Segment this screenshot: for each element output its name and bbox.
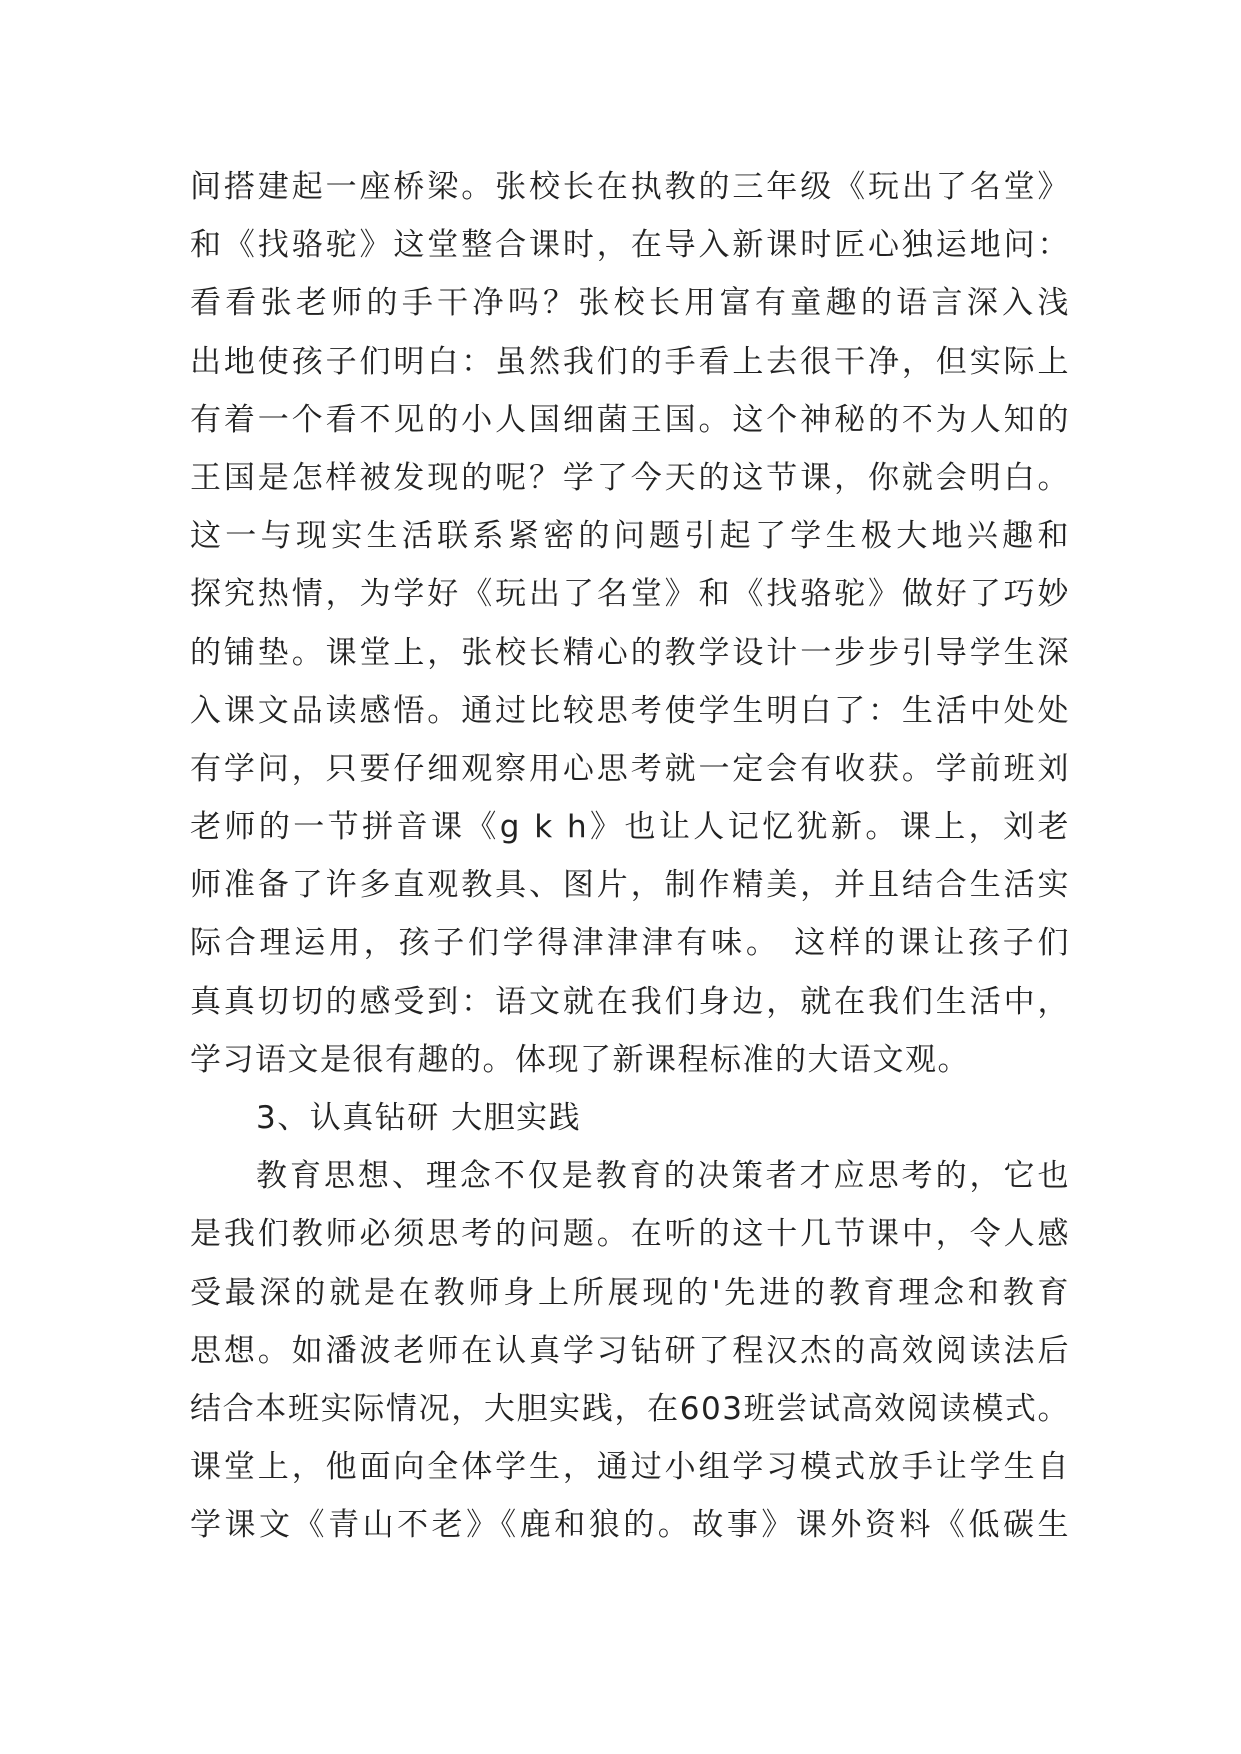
text-line: 王国是怎样被发现的呢？学了今天的这节课，你就会明白。 xyxy=(190,459,1070,496)
text-line: 这一与现实生活联系紧密的问题引起了学生极大地兴趣和 xyxy=(190,518,1070,555)
text-line: 出地使孩子们明白：虽然我们的手看上去很干净，但实际上 xyxy=(190,343,1070,380)
text-line: 入课文品读感悟。通过比较思考使学生明白了：生活中处处 xyxy=(190,692,1070,729)
paragraph-first-line: 教育思想、理念不仅是教育的决策者才应思考的，它也 xyxy=(256,1158,1070,1195)
text-line: 师准备了许多直观教具、图片，制作精美，并且结合生活实 xyxy=(190,867,1070,904)
text-line: 学课文《青山不老》《鹿和狼的。故事》课外资料《低碳生 xyxy=(190,1507,1070,1544)
text-line: 的铺垫。课堂上，张校长精心的教学设计一步步引导学生深 xyxy=(190,634,1070,671)
text-line: 有着一个看不见的小人国细菌王国。这个神秘的不为人知的 xyxy=(190,401,1070,438)
text-line: 间搭建起一座桥梁。张校长在执教的三年级《玩出了名堂》 xyxy=(190,169,1070,205)
text-line: 课堂上，他面向全体学生，通过小组学习模式放手让学生自 xyxy=(190,1449,1070,1486)
text-line: 探究热情，为学好《玩出了名堂》和《找骆驼》做好了巧妙 xyxy=(190,576,1070,613)
text-line: 老师的一节拼音课《g k h》也让人记忆犹新。课上，刘老 xyxy=(190,809,1070,846)
text-line: 和《找骆驼》这堂整合课时，在导入新课时匠心独运地问： xyxy=(190,227,1070,264)
text-line: 际合理运用，孩子们学得津津津有味。 这样的课让孩子们 xyxy=(190,925,1070,962)
text-line: 看看张老师的手干净吗？张校长用富有童趣的语言深入浅 xyxy=(190,285,1070,322)
text-line: 结合本班实际情况，大胆实践，在603班尝试高效阅读模式。 xyxy=(190,1390,1070,1427)
text-line: 有学问，只要仔细观察用心思考就一定会有收获。学前班刘 xyxy=(190,750,1070,787)
text-line: 受最深的就是在教师身上所展现的'先进的教育理念和教育 xyxy=(190,1274,1070,1311)
text-line: 是我们教师必须思考的问题。在听的这十几节课中，令人感 xyxy=(190,1216,1070,1253)
paragraph-end-line: 学习语文是很有趣的。体现了新课程标准的大语文观。 xyxy=(190,1041,970,1078)
body-text xyxy=(190,158,1070,1555)
section-heading: 3、认真钻研 大胆实践 xyxy=(256,1100,582,1136)
text-line: 真真切切的感受到：语文就在我们身边，就在我们生活中， xyxy=(190,983,1070,1020)
text-line: 思想。如潘波老师在认真学习钻研了程汉杰的高效阅读法后 xyxy=(190,1332,1070,1369)
